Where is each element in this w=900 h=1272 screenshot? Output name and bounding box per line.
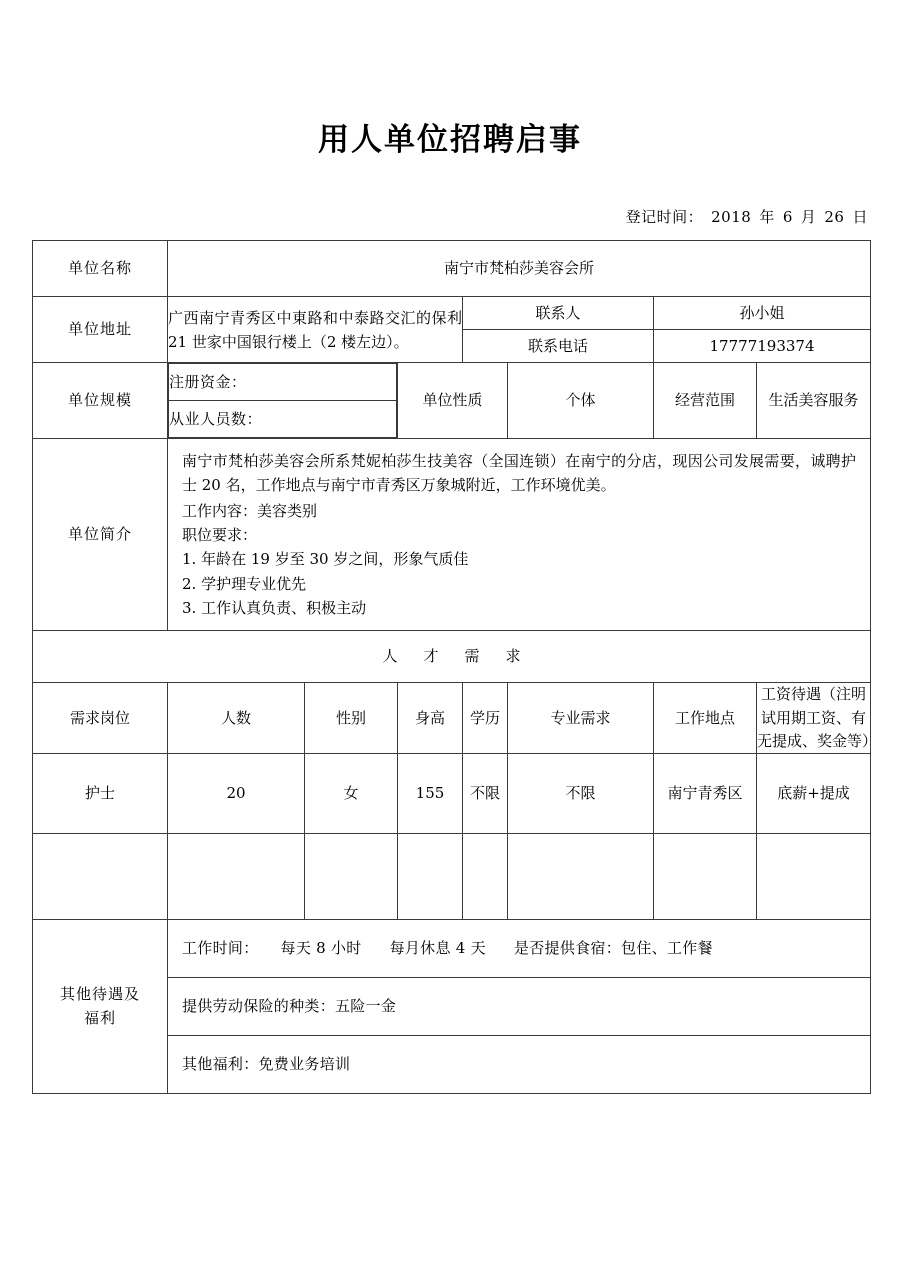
benefits-other-cell bbox=[168, 1036, 871, 1094]
job-location bbox=[654, 834, 757, 920]
rest-unit: 天 bbox=[470, 938, 486, 957]
registration-day: 26 bbox=[824, 208, 845, 227]
job-position bbox=[33, 834, 168, 920]
job-header-major: 专业需求 bbox=[508, 683, 654, 754]
job-header-gender: 性别 bbox=[305, 683, 398, 754]
job-header-height: 身高 bbox=[398, 683, 463, 754]
employee-count-label: 从业人员数： bbox=[169, 401, 397, 438]
recruitment-form-table bbox=[32, 240, 878, 1094]
business-scope-value: 生活美容服务 bbox=[757, 363, 871, 439]
company-name-row bbox=[33, 241, 871, 297]
rest-prefix: 每月休息 bbox=[389, 938, 451, 957]
accommodation-value: 包住、工作餐 bbox=[621, 938, 713, 957]
job-education bbox=[463, 834, 508, 920]
registration-label: 登记时间： bbox=[625, 208, 704, 227]
benefits-label bbox=[33, 920, 168, 1094]
work-hours-value: 8 bbox=[316, 938, 326, 957]
company-intro-content bbox=[168, 439, 871, 631]
job-header-count: 人数 bbox=[168, 683, 305, 754]
intro-line-2: 职位要求： bbox=[182, 526, 258, 545]
contact-person-label: 联系人 bbox=[463, 297, 654, 330]
contact-phone-value: 17777193374 bbox=[654, 330, 871, 363]
job-header-salary: 工资待遇（注明试用期工资、有无提成、奖金等） bbox=[757, 683, 871, 754]
benefits-label-line1: 其他待遇及 bbox=[59, 985, 140, 1004]
registration-month-unit: 月 bbox=[800, 208, 817, 227]
company-address-label: 单位地址 bbox=[33, 297, 168, 363]
company-scale-label: 单位规模 bbox=[33, 363, 168, 439]
company-address-row bbox=[33, 297, 871, 330]
benefits-label-line2: 福利 bbox=[83, 1008, 116, 1027]
accommodation-label: 是否提供食宿： bbox=[513, 938, 622, 957]
intro-line-3: 1. 年龄在 19 岁至 30 岁之间，形象气质佳 bbox=[182, 550, 469, 569]
job-gender bbox=[305, 834, 398, 920]
table-row bbox=[33, 834, 871, 920]
job-table-header-row bbox=[33, 683, 871, 754]
registration-month: 6 bbox=[782, 208, 793, 227]
job-gender: 女 bbox=[305, 754, 398, 834]
benefits-worktime-cell bbox=[168, 920, 871, 978]
work-time-prefix: 每天 bbox=[280, 938, 312, 957]
job-header-location: 工作地点 bbox=[654, 683, 757, 754]
work-time-label: 工作时间： bbox=[182, 938, 259, 957]
job-header-position: 需求岗位 bbox=[33, 683, 168, 754]
insurance-line: 提供劳动保险的种类：五险一金 bbox=[182, 996, 397, 1015]
job-height bbox=[398, 834, 463, 920]
company-scale-row bbox=[33, 363, 871, 439]
benefits-worktime-row bbox=[33, 920, 871, 978]
contact-phone-label: 联系电话 bbox=[463, 330, 654, 363]
business-scope-label: 经营范围 bbox=[654, 363, 757, 439]
intro-line-5: 3. 工作认真负责、积极主动 bbox=[182, 598, 367, 617]
intro-paragraph: 南宁市梵柏莎美容会所系梵妮柏莎生技美容（全国连锁）在南宁的分店，现因公司发展需要，诚聘护士 20 名，工作地点与南宁市青秀区万象城附近，工作环境优美。 bbox=[182, 452, 857, 495]
rest-days-value: 4 bbox=[455, 938, 466, 957]
other-benefits-line: 其他福利：免费业务培训 bbox=[182, 1054, 351, 1073]
company-intro-label: 单位简介 bbox=[33, 439, 168, 631]
page-title: 用人单位招聘启事 bbox=[318, 122, 582, 158]
job-major bbox=[508, 834, 654, 920]
job-count bbox=[168, 834, 305, 920]
company-nature-label: 单位性质 bbox=[398, 363, 508, 439]
job-education: 不限 bbox=[463, 754, 508, 834]
talent-demand-banner: 人才需求 bbox=[33, 631, 871, 683]
job-location: 南宁青秀区 bbox=[654, 754, 757, 834]
registration-year-unit: 年 bbox=[759, 208, 775, 227]
job-salary bbox=[757, 834, 871, 920]
company-address-value: 广西南宁青秀区中東路和中泰路交汇的保利 21 世家中国银行楼上（2 楼左边）。 bbox=[168, 297, 463, 363]
job-position: 护士 bbox=[33, 754, 168, 834]
job-salary: 底薪+提成 bbox=[757, 754, 871, 834]
job-height: 155 bbox=[398, 754, 463, 834]
registered-capital-label: 注册资金： bbox=[169, 364, 397, 401]
benefits-insurance-cell bbox=[168, 978, 871, 1036]
company-nature-value: 个体 bbox=[508, 363, 654, 439]
contact-person-value: 孙小姐 bbox=[654, 297, 871, 330]
company-name-label: 单位名称 bbox=[33, 241, 168, 297]
company-scale-fields bbox=[168, 363, 398, 439]
registration-year: 2018 bbox=[711, 208, 752, 227]
registration-day-unit: 日 bbox=[852, 208, 868, 227]
intro-line-1: 工作内容：美容类别 bbox=[182, 501, 318, 520]
work-time-unit: 小时 bbox=[330, 938, 362, 957]
company-name-value: 南宁市梵柏莎美容会所 bbox=[168, 241, 871, 297]
job-header-education: 学历 bbox=[463, 683, 508, 754]
job-count: 20 bbox=[168, 754, 305, 834]
job-major: 不限 bbox=[508, 754, 654, 834]
talent-demand-banner-row bbox=[33, 631, 871, 683]
company-intro-row bbox=[33, 439, 871, 631]
intro-line-4: 2. 学护理专业优先 bbox=[182, 574, 307, 593]
table-row bbox=[33, 754, 871, 834]
registration-date-line bbox=[0, 159, 900, 227]
